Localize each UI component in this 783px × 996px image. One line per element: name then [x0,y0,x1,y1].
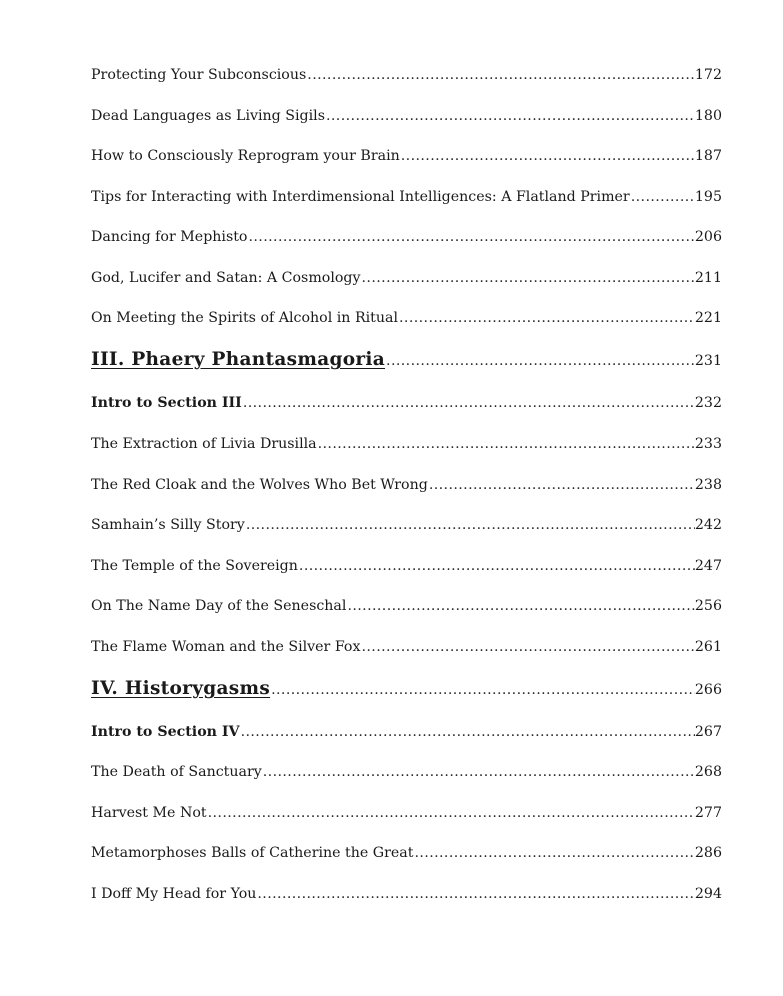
toc-entry [91,107,722,125]
dot-leader [271,679,695,701]
toc-entry-title: Intro to Section III [91,395,242,411]
toc-entry-page: 187 [694,148,722,164]
toc-entry-title: On Meeting the Spirits of Alcohol in Ritual [91,310,398,326]
toc-entry-page: 256 [694,598,722,614]
dot-leader [241,723,695,741]
toc-entry-intro [91,723,722,741]
toc-entry-title: Dead Languages as Living Sigils [91,108,325,124]
toc-entry-intro [91,394,722,412]
dot-leader [299,557,695,575]
toc-entry [91,228,722,246]
toc-entry-title: Tips for Interacting with Interdimensional Intelligences: A Flatland Primer [91,189,630,205]
toc-entry [91,188,722,206]
toc-entry-title: The Temple of the Sovereign [91,558,298,574]
toc-entry-page: 277 [694,805,722,821]
toc-entry-title: God, Lucifer and Satan: A Cosmology [91,270,361,286]
toc-entry-page: 195 [694,189,722,205]
toc-entry-title: The Red Cloak and the Wolves Who Bet Wrong [91,477,428,493]
section-heading-title: IV. Historygasms [91,678,271,699]
toc-entry [91,476,722,494]
dot-leader [307,66,695,84]
toc-entry-title: Metamorphoses Balls of Catherine the Great [91,845,414,861]
dot-leader [208,804,695,822]
toc-entry-page: 266 [694,682,722,698]
toc-entry-page: 261 [694,639,722,655]
toc-entry-title: Samhain’s Silly Story [91,517,245,533]
toc-entry-page: 180 [694,108,722,124]
dot-leader [386,350,695,372]
toc-entry-page: 221 [694,310,722,326]
dot-leader [257,885,695,903]
dot-leader [429,476,695,494]
toc-section-heading [91,678,722,701]
dot-leader [361,638,694,656]
toc-entry-title: Protecting Your Subconscious [91,67,307,83]
dot-leader [631,188,695,206]
toc-entry-page: 231 [694,353,722,369]
toc-entry [91,516,722,534]
toc-entry-title: Harvest Me Not [91,805,207,821]
toc-entry [91,844,722,862]
toc-entry-page: 268 [694,764,722,780]
dot-leader [326,107,695,125]
toc-entry [91,66,722,84]
toc-entry [91,557,722,575]
toc-entry-title: On The Name Day of the Seneschal [91,598,347,614]
toc-entry-page: 294 [694,886,722,902]
dot-leader [263,763,695,781]
dot-leader [248,228,694,246]
toc-entry-title: Dancing for Mephisto [91,229,248,245]
toc-entry [91,269,722,287]
toc-entry [91,763,722,781]
toc-entry [91,309,722,327]
toc-entry [91,147,722,165]
dot-leader [243,394,695,412]
toc-entry-page: 267 [694,724,722,740]
toc-entry-page: 286 [694,845,722,861]
toc-entry-title: The Death of Sanctuary [91,764,262,780]
dot-leader [362,269,695,287]
toc-entry-title: Intro to Section IV [91,724,240,740]
toc-entry [91,597,722,615]
toc-entry-page: 233 [694,436,722,452]
toc-entry-title: How to Consciously Reprogram your Brain [91,148,400,164]
toc-entry [91,885,722,903]
toc-entry-title: The Flame Woman and the Silver Fox [91,639,361,655]
dot-leader [347,597,694,615]
dot-leader [414,844,694,862]
dot-leader [401,147,695,165]
dot-leader [399,309,695,327]
toc-entry-page: 211 [694,270,722,286]
toc-entry [91,638,722,656]
toc-entry-title: The Extraction of Livia Drusilla [91,436,317,452]
toc-entry-page: 232 [694,395,722,411]
toc-entry [91,804,722,822]
toc-entry-page: 247 [694,558,722,574]
toc-entry-page: 172 [694,67,722,83]
toc-entry-title: I Doff My Head for You [91,886,257,902]
toc-entry [91,435,722,453]
toc-entry-page: 242 [694,517,722,533]
dot-leader [318,435,695,453]
toc-section-heading [91,349,722,372]
toc-entry-page: 238 [694,477,722,493]
toc-entry-page: 206 [694,229,722,245]
dot-leader [246,516,695,534]
section-heading-title: III. Phaery Phantasmagoria [91,349,386,370]
